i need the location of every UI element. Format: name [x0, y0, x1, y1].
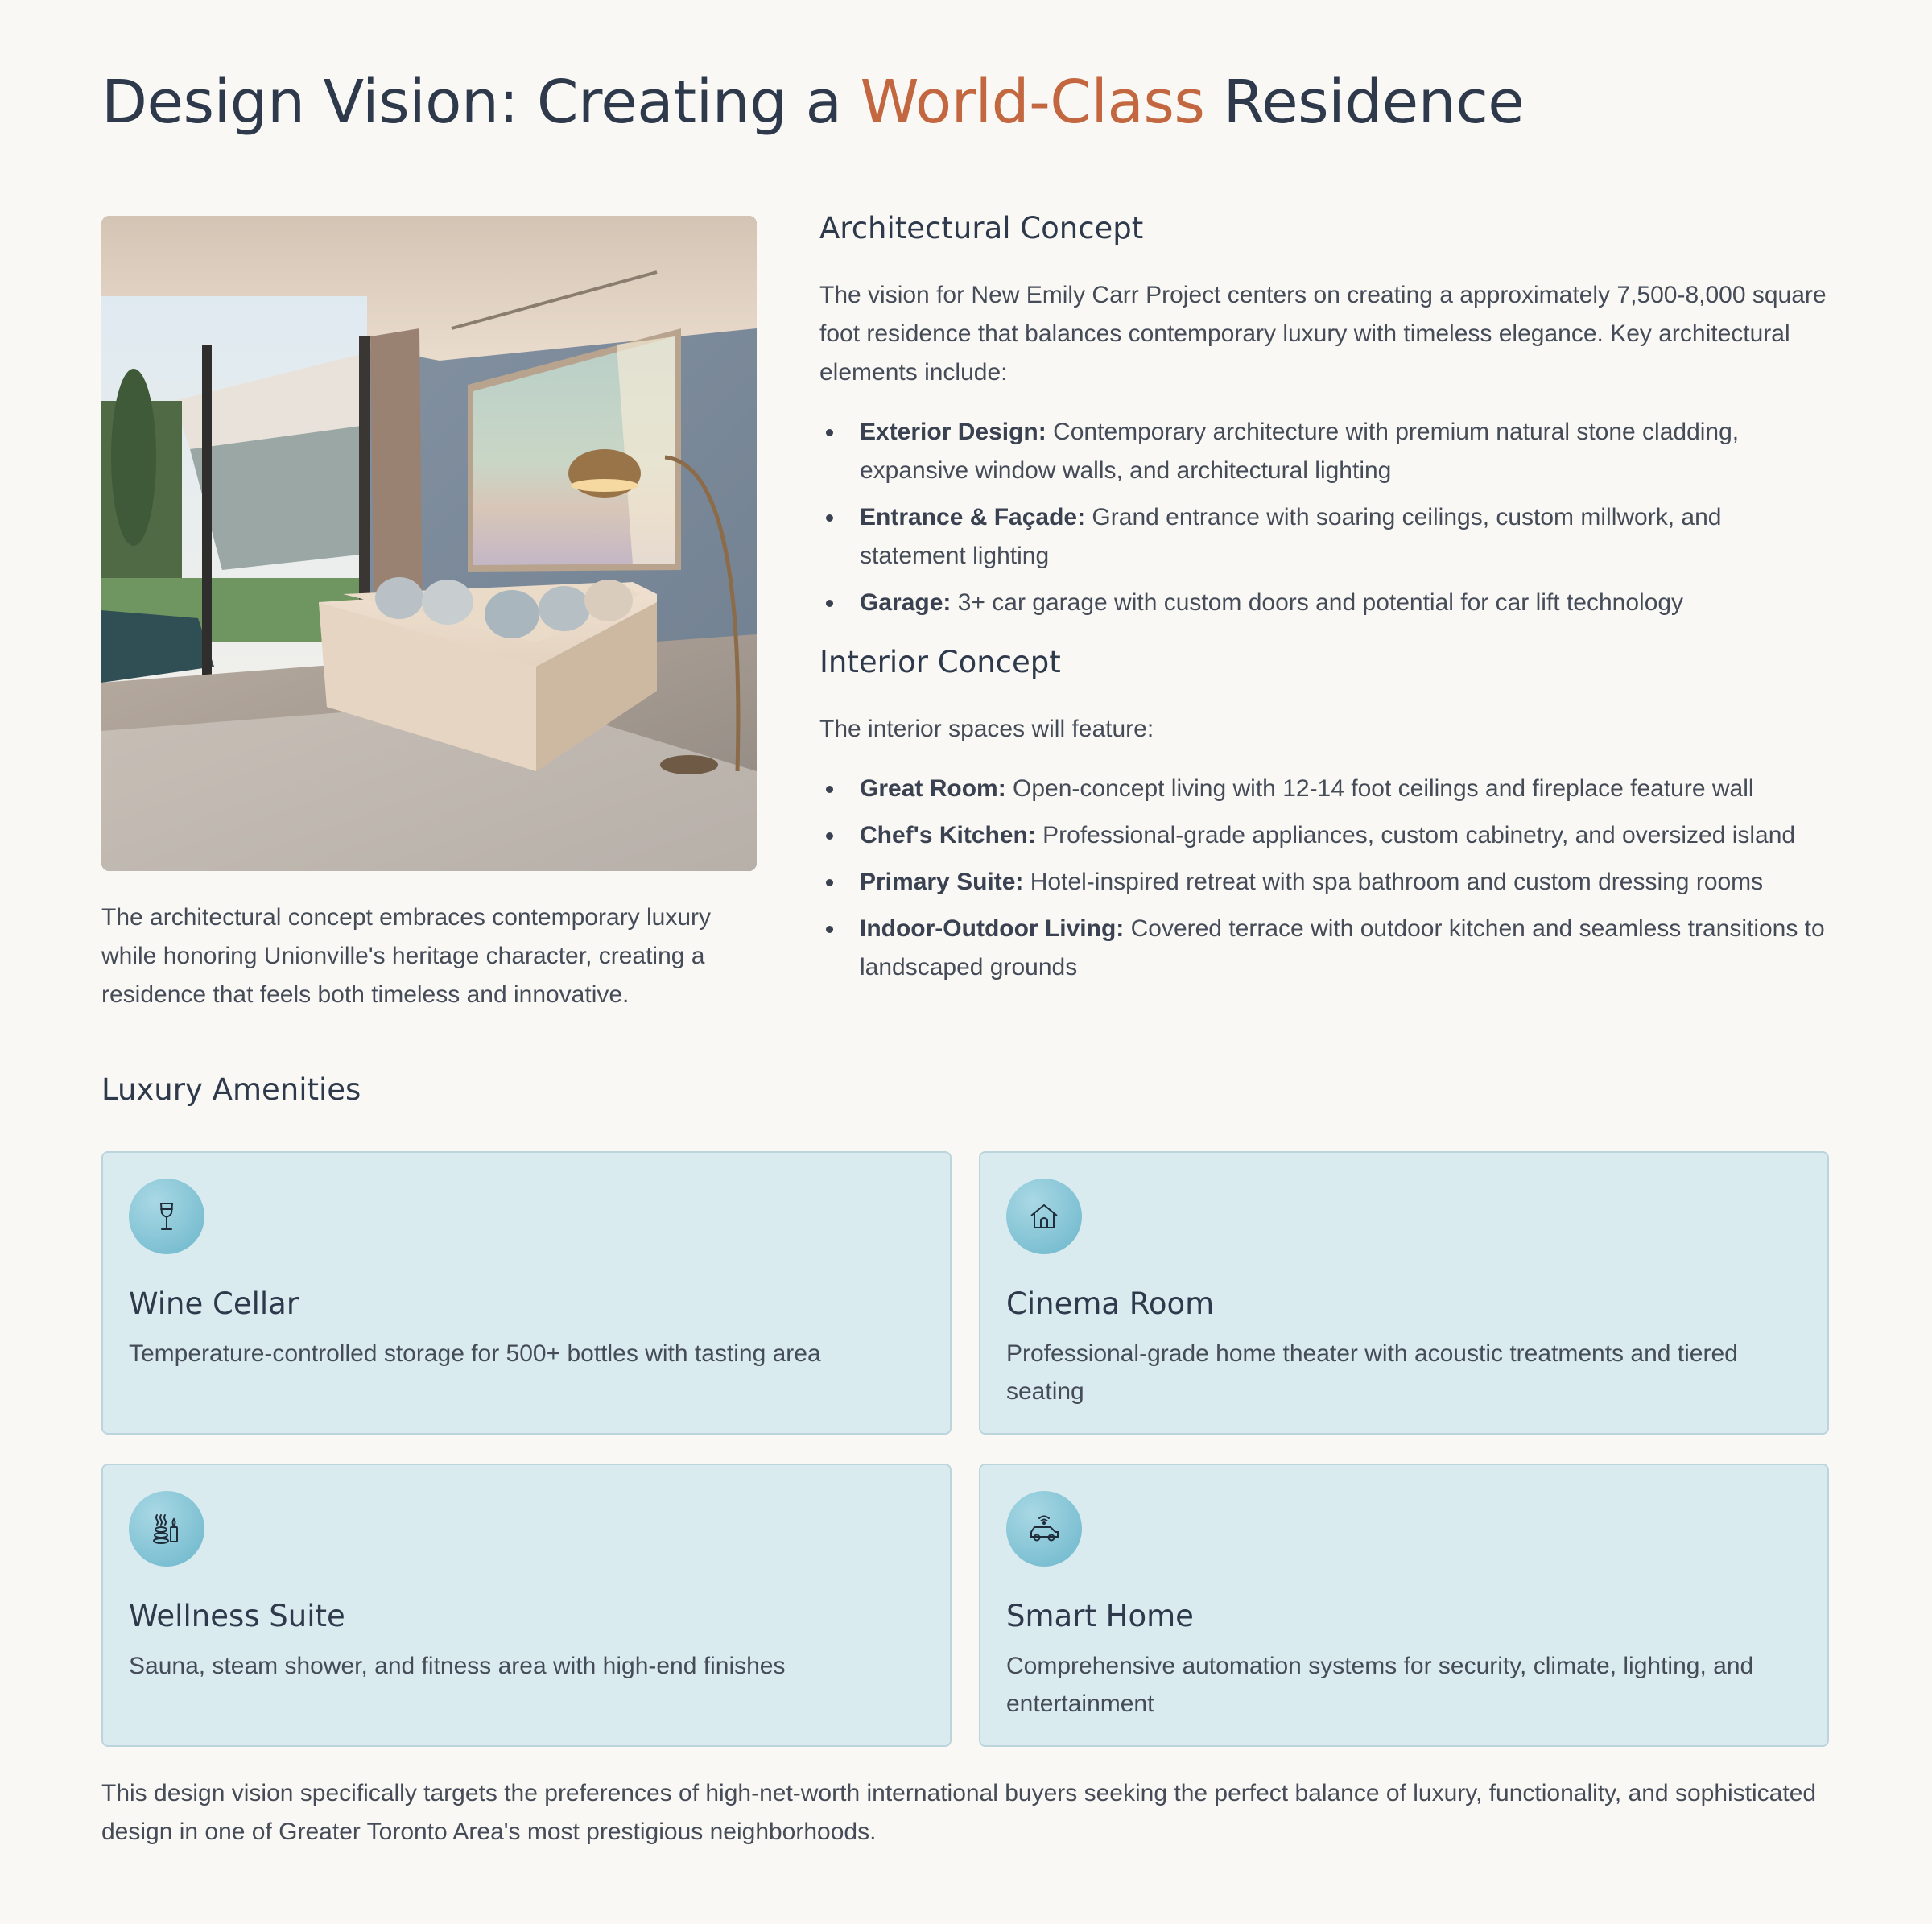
architectural-heading: Architectural Concept: [819, 211, 1144, 246]
title-part-1: Design Vision: Creating a: [101, 68, 861, 137]
list-item: [819, 498, 1834, 576]
card-text: Comprehensive automation systems for security, climate, lighting, and entertainment: [1006, 1653, 1754, 1717]
list-item: [819, 770, 1834, 808]
amenity-card-wellness-suite: [101, 1464, 952, 1747]
living-room-photo: [101, 216, 757, 871]
list-item: [819, 910, 1834, 987]
amenity-card-cinema-room: [979, 1151, 1829, 1435]
list-item: [819, 816, 1834, 855]
item-text: 3+ car garage with custom doors and potential for car lift technology: [951, 589, 1684, 616]
card-title: Wellness Suite: [129, 1599, 345, 1633]
title-accent: World-Class: [860, 68, 1205, 137]
title-part-2: Residence: [1204, 68, 1525, 137]
item-label: Primary Suite:: [860, 869, 1024, 895]
interior-list: [819, 770, 1834, 987]
item-text: Professional-grade appliances, custom cabinetry, and oversized island: [1035, 822, 1796, 848]
item-label: Garage:: [860, 589, 952, 616]
item-label: Indoor-Outdoor Living:: [860, 915, 1125, 942]
spa-icon: [129, 1491, 204, 1567]
item-text: Grand entrance with soaring ceilings, custom millwork, and statement lighting: [860, 504, 1722, 569]
item-text: Covered terrace with outdoor kitchen and seamless transitions to landscaped grounds: [860, 915, 1825, 981]
amenity-card-wine-cellar: [101, 1151, 952, 1435]
card-text: Sauna, steam shower, and fitness area with high-end finishes: [129, 1653, 786, 1679]
item-label: Entrance & Façade:: [860, 504, 1086, 531]
wine-glass-icon: [129, 1179, 204, 1254]
card-title: Smart Home: [1006, 1599, 1194, 1633]
interior-heading: Interior Concept: [819, 645, 1061, 679]
home-icon: [1006, 1179, 1082, 1254]
image-caption: The architectural concept embraces contemporary luxury while honoring Unionville's heritage character, creating a residence that feels both timeless and innovative.: [101, 904, 712, 1008]
item-text: Hotel-inspired retreat with spa bathroom and custom dressing rooms: [1023, 869, 1764, 895]
item-text: Contemporary architecture with premium natural stone cladding, expansive window walls, and architectural lighting: [860, 419, 1740, 484]
list-item: [819, 584, 1834, 622]
card-title: Wine Cellar: [129, 1286, 299, 1321]
interior-intro: The interior spaces will feature:: [819, 716, 1154, 742]
page-title: [101, 68, 1524, 137]
list-item: [819, 413, 1834, 490]
item-label: Great Room:: [860, 775, 1006, 802]
closing-paragraph: This design vision specifically targets the preferences of high-net-worth international buyers seeking the perfect balance of luxury, functionality, and sophisticated design in one of Greater Toronto Area's most prestigious neighborhoods.: [101, 1780, 1817, 1845]
card-text: Professional-grade home theater with acoustic treatments and tiered seating: [1006, 1340, 1738, 1405]
card-title: Cinema Room: [1006, 1286, 1215, 1321]
item-label: Exterior Design:: [860, 419, 1046, 445]
amenity-card-smart-home: [979, 1464, 1829, 1747]
item-label: Chef's Kitchen:: [860, 822, 1036, 848]
concept-column: [819, 211, 1834, 995]
architectural-list: [819, 413, 1834, 622]
amenities-heading: Luxury Amenities: [101, 1072, 361, 1107]
item-text: Open-concept living with 12-14 foot ceilings and fireplace feature wall: [1005, 775, 1754, 802]
card-text: Temperature-controlled storage for 500+ bottles with tasting area: [129, 1340, 821, 1367]
architectural-intro: The vision for New Emily Carr Project centers on creating a approximately 7,500-8,000 square foot residence that balances contemporary luxury with timeless elegance. Key architectural elements include:: [819, 282, 1827, 386]
list-item: [819, 863, 1834, 902]
smart-car-icon: [1006, 1491, 1082, 1567]
